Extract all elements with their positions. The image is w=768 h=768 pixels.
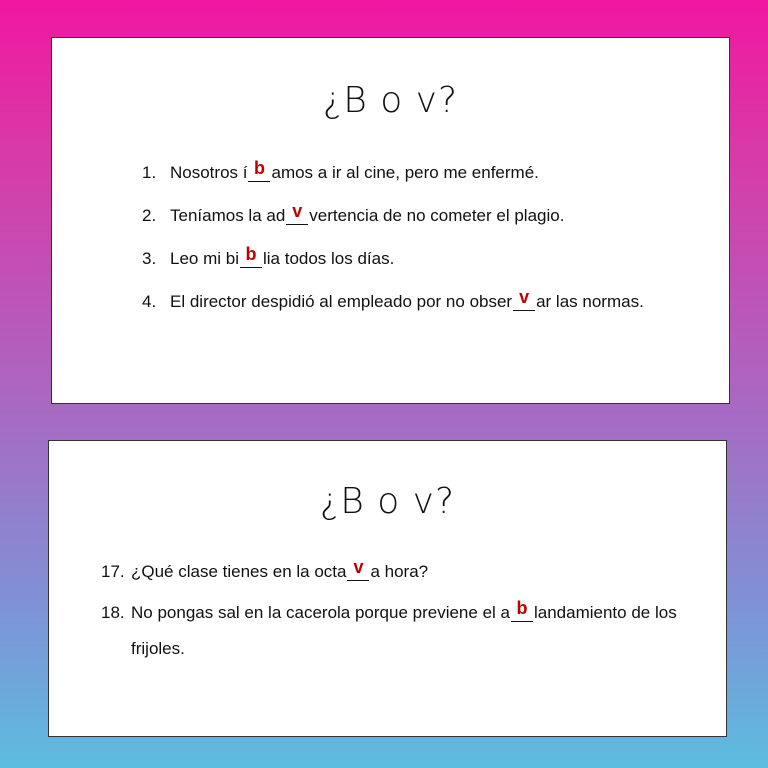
item-text [170, 241, 699, 277]
text-after: ar las normas. [536, 292, 644, 311]
item-text [131, 595, 696, 667]
text-after: vertencia de no cometer el plagio. [309, 206, 565, 225]
text-before: No pongas sal en la cacerola porque previene el a [131, 603, 510, 622]
list-item [142, 241, 699, 277]
item-number: 17. [101, 562, 125, 581]
item-number: 1. [142, 163, 157, 182]
answer-letter: v [519, 287, 530, 307]
item-text [170, 284, 699, 320]
text-before: Leo mi bi [170, 249, 239, 268]
text-after: amos a ir al cine, pero me enfermé. [271, 163, 539, 182]
text-before: Teníamos la ad [170, 206, 286, 225]
answer-blank [511, 598, 533, 622]
list-item [142, 155, 699, 191]
item-text [170, 155, 699, 191]
text-after: a hora? [370, 562, 429, 581]
text-before: Nosotros í [170, 163, 248, 182]
text-after: lia todos los días. [262, 249, 395, 268]
exercise-card-2 [48, 440, 727, 737]
list-item [142, 198, 699, 234]
item-number: 3. [142, 249, 157, 268]
answer-blank [513, 287, 535, 311]
answer-letter: v [292, 201, 303, 221]
exercise-card-1 [51, 37, 730, 404]
answer-letter: b [253, 158, 265, 178]
text-before: ¿Qué clase tienes en la octa [131, 562, 347, 581]
exercise-list [52, 155, 729, 320]
exercise-list [49, 554, 726, 667]
list-item [101, 595, 696, 667]
card-title: ¿B o v? [319, 481, 456, 522]
answer-letter: b [516, 598, 528, 618]
card-title: ¿B o v? [322, 80, 459, 121]
answer-blank [286, 201, 308, 225]
item-text [170, 198, 699, 234]
answer-blank [240, 244, 262, 268]
answer-blank [347, 557, 369, 581]
answer-blank [248, 158, 270, 182]
list-item [142, 284, 699, 320]
item-number: 18. [101, 603, 125, 622]
item-number: 2. [142, 206, 157, 225]
text-before: El director despidió al empleado por no obser [170, 292, 513, 311]
item-number: 4. [142, 292, 157, 311]
item-text [131, 554, 696, 590]
answer-letter: b [245, 244, 257, 264]
answer-letter: v [353, 557, 364, 577]
list-item [101, 554, 696, 590]
text-after: landamiento de los frijoles. [131, 603, 677, 658]
